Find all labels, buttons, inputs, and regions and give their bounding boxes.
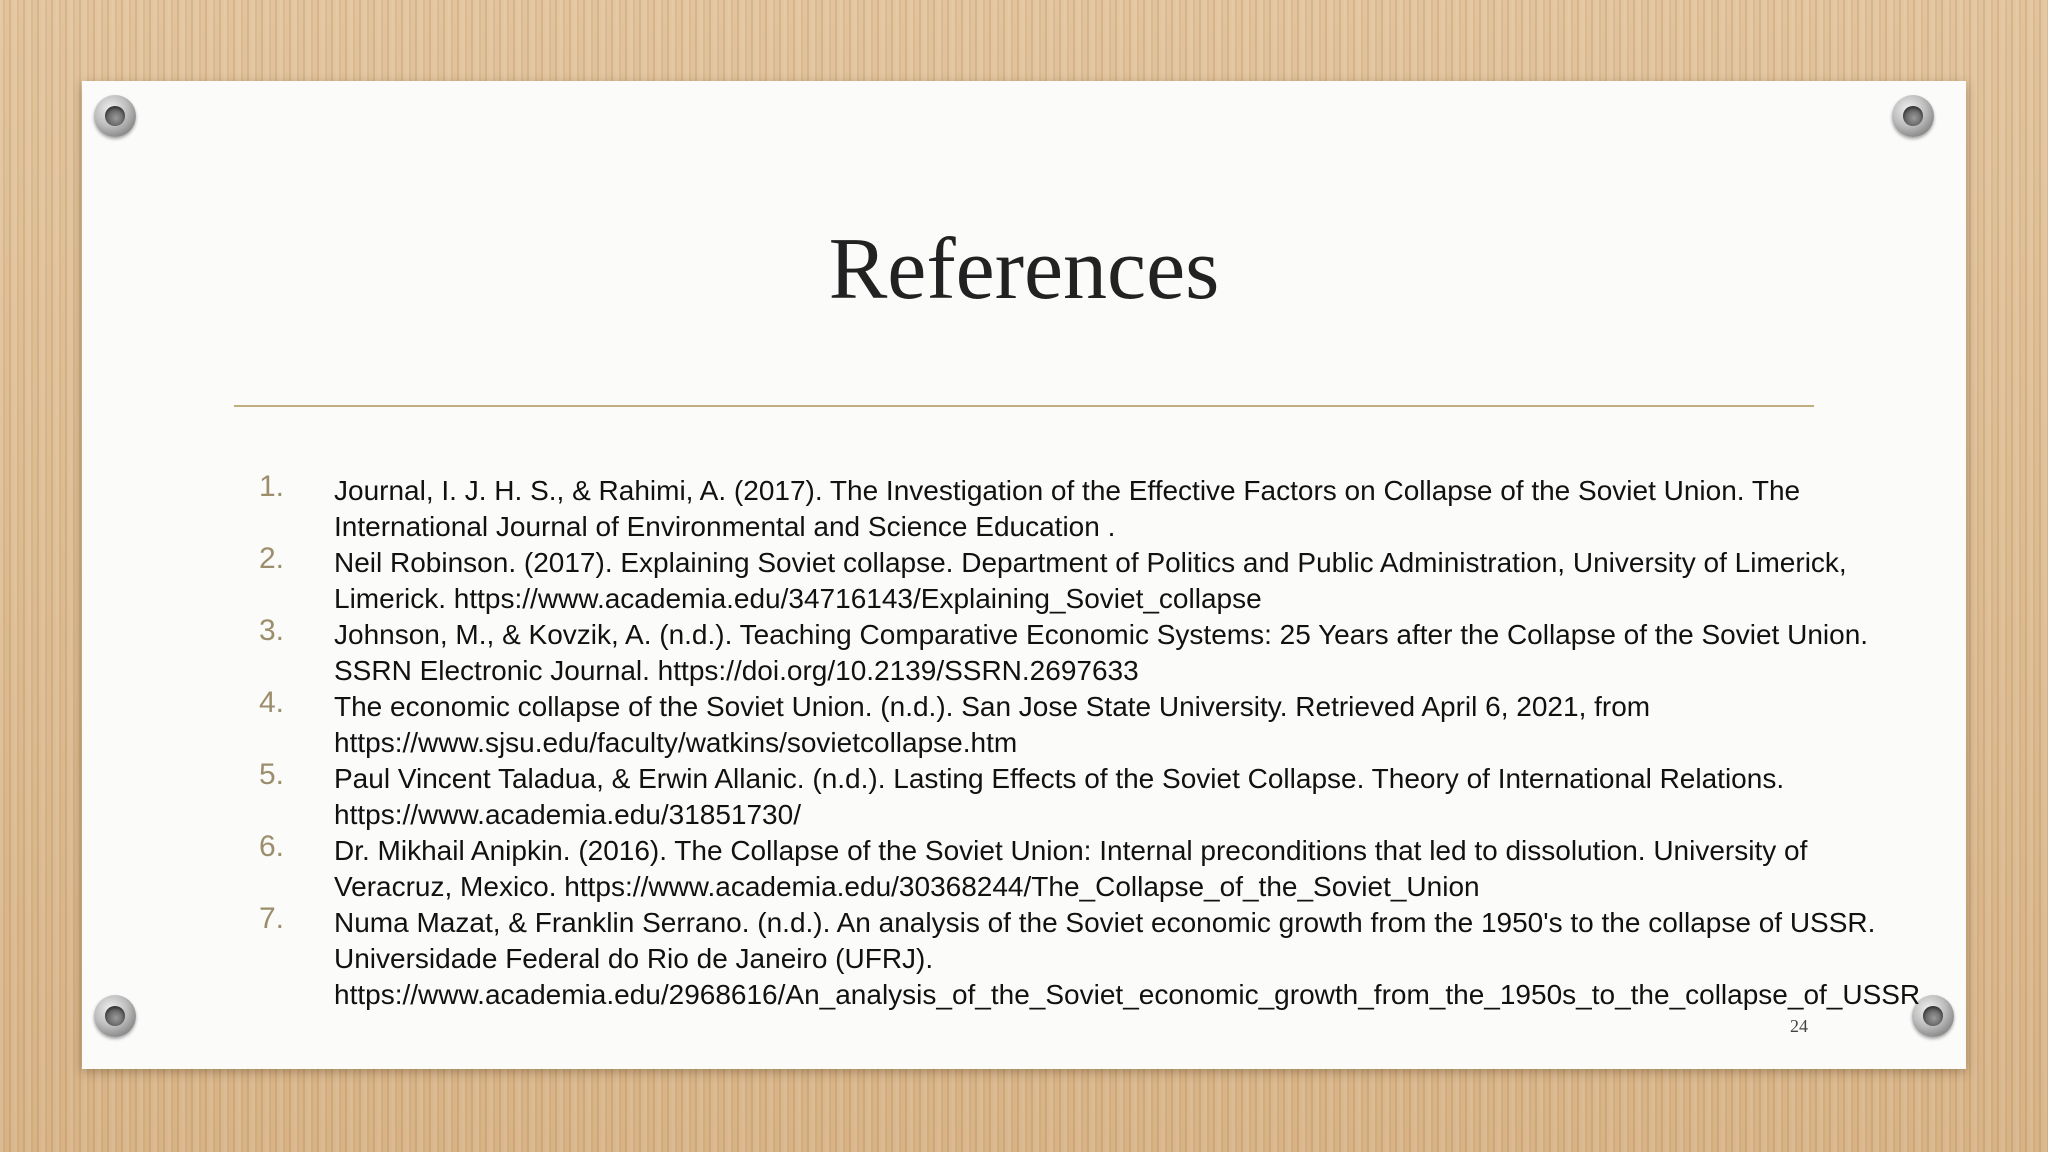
reference-link[interactable]: SSRN Electronic Journal. https://doi.org/10.2139/SSRN.2697633 (334, 655, 1139, 686)
reference-item-4 (174, 686, 1954, 761)
reference-item-2 (174, 542, 1954, 617)
reference-number: 3. (258, 614, 284, 647)
reference-text-line: International Journal of Environmental and Science Education . (334, 511, 1116, 542)
reference-list (174, 470, 1954, 1013)
reference-link[interactable]: Veracruz, Mexico. https://www.academia.edu/30368244/The_Collapse_of_the_Soviet_Union (334, 871, 1480, 902)
reference-number: 2. (258, 542, 284, 575)
slide-title: References (828, 221, 1220, 318)
reference-link[interactable]: https://www.sjsu.edu/faculty/watkins/sovietcollapse.htm (334, 727, 1018, 758)
reference-item-3 (174, 614, 1954, 689)
reference-item-5 (174, 758, 1954, 833)
reference-text-line: Journal, I. J. H. S., & Rahimi, A. (2017). The Investigation of the Effective Factors on Collapse of the Soviet Union. The (334, 475, 1801, 506)
grommet-top-right-icon (1892, 95, 1934, 137)
grommet-bottom-left-icon (94, 995, 136, 1037)
reference-link[interactable]: https://www.academia.edu/2968616/An_analysis_of_the_Soviet_economic_growth_from_the_1950s_to_the_collapse_of_USSR (334, 979, 1921, 1010)
reference-number: 5. (258, 758, 284, 791)
reference-item-7 (174, 902, 1954, 1013)
reference-text-line: Neil Robinson. (2017). Explaining Soviet collapse. Department of Politics and Public Administration, University of Limerick, (334, 547, 1847, 578)
reference-item-6 (174, 830, 1954, 905)
page-number: 24 (1790, 1016, 1808, 1036)
reference-number: 4. (258, 686, 284, 719)
reference-number: 1. (258, 470, 284, 503)
reference-item-1 (174, 470, 1954, 545)
reference-text-line: Numa Mazat, & Franklin Serrano. (n.d.). An analysis of the Soviet economic growth from the 1950's to the collapse of USSR. (334, 907, 1876, 938)
reference-text-line: The economic collapse of the Soviet Union. (n.d.). San Jose State University. Retrieved April 6, 2021, from (334, 691, 1651, 722)
reference-text-line: Paul Vincent Taladua, & Erwin Allanic. (n.d.). Lasting Effects of the Soviet Collapse. Theory of International Relations. (334, 763, 1785, 794)
reference-text-line: Johnson, M., & Kovzik, A. (n.d.). Teaching Comparative Economic Systems: 25 Years after the Collapse of the Soviet Union. (334, 619, 1869, 650)
reference-link[interactable]: https://www.academia.edu/31851730/ (334, 799, 801, 830)
title-divider (234, 405, 1814, 407)
reference-text-line: Universidade Federal do Rio de Janeiro (UFRJ). (334, 943, 934, 974)
reference-number: 7. (258, 902, 284, 935)
reference-text-line: Dr. Mikhail Anipkin. (2016). The Collapse of the Soviet Union: Internal preconditions that led to dissolution. University of (334, 835, 1808, 866)
reference-link[interactable]: Limerick. https://www.academia.edu/34716143/Explaining_Soviet_collapse (334, 583, 1262, 614)
reference-number: 6. (258, 830, 284, 863)
slide-card (82, 81, 1966, 1069)
grommet-top-left-icon (94, 95, 136, 137)
